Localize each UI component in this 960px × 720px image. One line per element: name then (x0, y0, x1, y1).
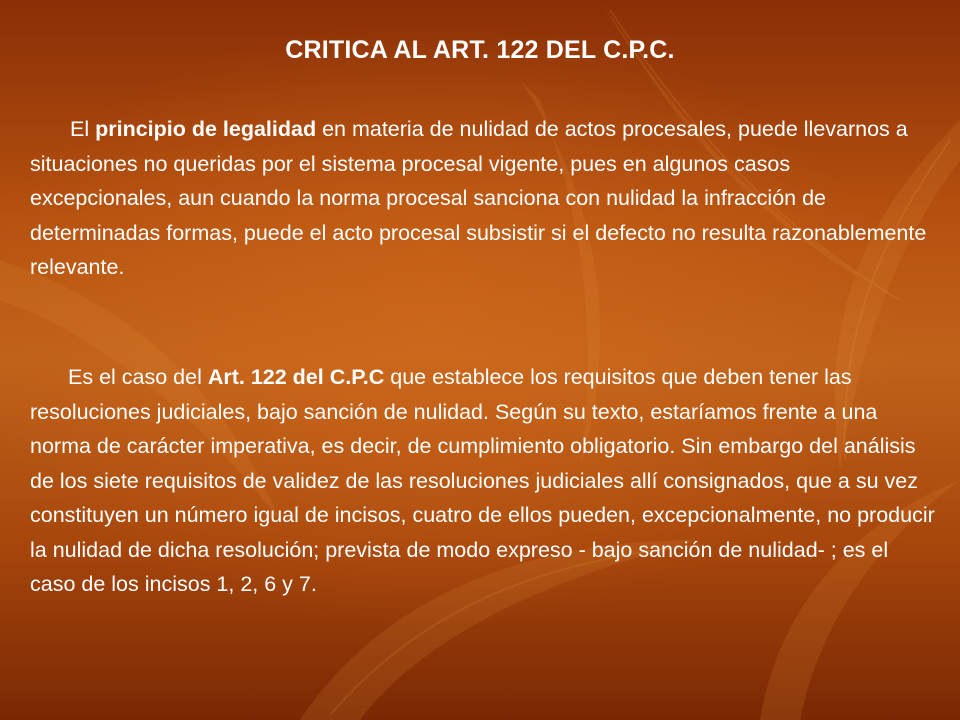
paragraph1-pre: El (70, 117, 96, 141)
paragraph1-bold: principio de legalidad (95, 117, 317, 141)
paragraph2-bold: Art. 122 del C.P.C (207, 365, 385, 389)
paragraph1-post: en materia de nulidad de actos procesales, puede llevarnos a situaciones no queridas por el sistema procesal vigente, pues en algunos casos excepcionales, aun cuando la norma procesal sanciona con nulidad la infracción de determinadas formas, puede el acto procesal subsistir si el defecto no resulta razonablemente relevante. (30, 117, 927, 279)
paragraph2-post: que establece los requisitos que deben tener las resoluciones judiciales, bajo sanción de nulidad. Según su texto, estaríamos frente a una norma de carácter imperativa, es decir, de cumplimiento obligatorio. Sin embargo del análisis de los siete requisitos de validez de las resoluciones judiciales allí consignados, que a su vez constituyen un número igual de incisos, cuatro de ellos pueden, excepcionalmente, no producir la nulidad de dicha resolución; prevista de modo expreso - bajo sanción de nulidad- ; es el caso de los incisos 1, 2, 6 y 7. (30, 365, 935, 596)
paragraph-principio-legalidad (30, 112, 935, 285)
paragraph-art-122 (30, 360, 935, 602)
slide-title: CRITICA AL ART. 122 DEL C.P.C. (285, 36, 675, 64)
paragraph2-pre: Es el caso del (68, 365, 208, 389)
